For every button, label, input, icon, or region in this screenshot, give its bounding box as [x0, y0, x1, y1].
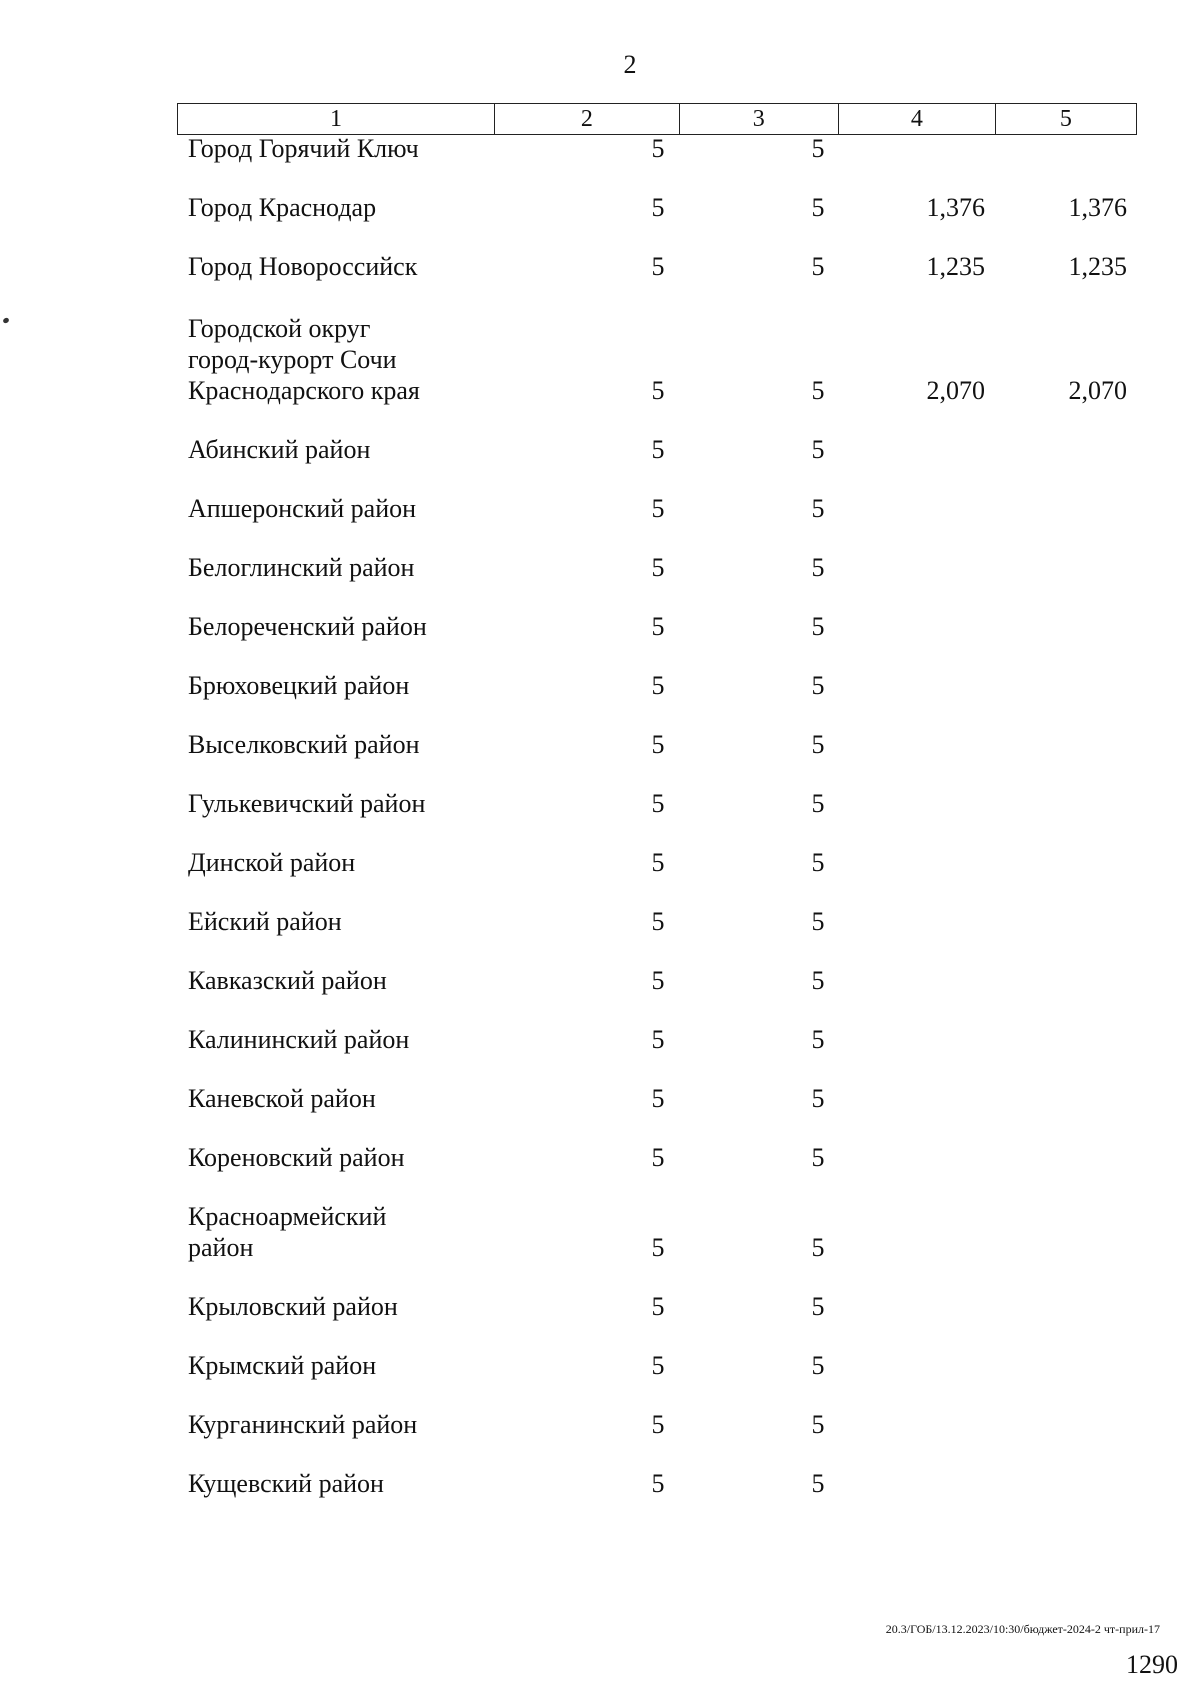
- row-col-5: 1,235: [1068, 252, 1127, 281]
- table-row: [0, 406, 1200, 465]
- row-col-3: 5: [811, 848, 825, 877]
- row-col-2: 5: [651, 134, 665, 163]
- table-row: [0, 1114, 1200, 1173]
- row-name: Город Краснодар: [188, 193, 377, 222]
- row-name: Белореченский район: [188, 612, 427, 641]
- row-name: Гулькевичский район: [188, 789, 426, 818]
- column-header-2: 2: [494, 104, 679, 135]
- sheet-number: 1290: [1126, 1650, 1178, 1679]
- row-name: Белоглинский район: [188, 553, 415, 582]
- table-row: [0, 583, 1200, 642]
- table-row: [0, 134, 1200, 164]
- row-col-3: 5: [811, 494, 825, 523]
- row-col-2: 5: [651, 848, 665, 877]
- table-row: [0, 701, 1200, 760]
- row-name: Апшеронский район: [188, 494, 417, 523]
- row-col-2: 5: [651, 612, 665, 641]
- row-name: Каневской район: [188, 1084, 376, 1113]
- table-row: [0, 996, 1200, 1055]
- row-name: Калининский район: [188, 1025, 410, 1054]
- row-col-3: 5: [811, 612, 825, 641]
- row-col-2: 5: [651, 907, 665, 936]
- row-col-2: 5: [651, 1025, 665, 1054]
- row-col-3: 5: [811, 1084, 825, 1113]
- row-col-4: 1,235: [926, 252, 985, 281]
- row-col-2: 5: [651, 553, 665, 582]
- row-col-3: 5: [811, 671, 825, 700]
- table-row: [0, 223, 1200, 282]
- row-name: Ейский район: [188, 907, 342, 936]
- row-col-2: 5: [651, 1410, 665, 1439]
- table-row: [0, 760, 1200, 819]
- row-col-3: 5: [811, 1469, 825, 1498]
- table-row: [0, 1322, 1200, 1381]
- row-col-3: 5: [811, 435, 825, 464]
- row-col-3: 5: [811, 1351, 825, 1380]
- row-name: Городской округ город-курорт Сочи Краснодарского края: [188, 314, 420, 405]
- table-row: [0, 524, 1200, 583]
- row-col-3: 5: [811, 1292, 825, 1321]
- row-col-2: 5: [651, 1469, 665, 1498]
- table-row: [0, 1055, 1200, 1114]
- row-name: Город Горячий Ключ: [188, 134, 419, 163]
- row-name: Красноармейский район: [188, 1202, 387, 1262]
- row-col-2: 5: [651, 252, 665, 281]
- row-col-5: 1,376: [1068, 193, 1127, 222]
- row-col-3: 5: [811, 1143, 825, 1172]
- row-col-2: 5: [651, 966, 665, 995]
- row-name: Динской район: [188, 848, 356, 877]
- table-row: [0, 937, 1200, 996]
- column-header-5: 5: [995, 104, 1136, 135]
- table-row: [0, 164, 1200, 223]
- row-col-3: 5: [811, 252, 825, 281]
- row-col-2: 5: [651, 1084, 665, 1113]
- row-col-3: 5: [811, 376, 825, 405]
- row-col-2: 5: [651, 789, 665, 818]
- table-row: [0, 1263, 1200, 1322]
- table-row: [0, 642, 1200, 701]
- table-row: [0, 819, 1200, 878]
- table-row: [0, 465, 1200, 524]
- row-col-2: 5: [651, 1351, 665, 1380]
- column-header-4: 4: [838, 104, 995, 135]
- column-header-row: [178, 104, 1137, 135]
- row-col-4: 1,376: [926, 193, 985, 222]
- row-col-2: 5: [651, 730, 665, 759]
- row-col-2: 5: [651, 1233, 665, 1262]
- row-col-2: 5: [651, 671, 665, 700]
- row-name: Курганинский район: [188, 1410, 418, 1439]
- row-col-2: 5: [651, 193, 665, 222]
- row-name: Кавказский район: [188, 966, 387, 995]
- row-col-3: 5: [811, 789, 825, 818]
- row-col-3: 5: [811, 193, 825, 222]
- row-col-3: 5: [811, 134, 825, 163]
- row-name: Крыловский район: [188, 1292, 398, 1321]
- row-name: Брюховецкий район: [188, 671, 410, 700]
- column-header-3: 3: [679, 104, 838, 135]
- row-name: Город Новороссийск: [188, 252, 418, 281]
- row-col-3: 5: [811, 1233, 825, 1262]
- row-col-2: 5: [651, 1292, 665, 1321]
- row-name: Выселковский район: [188, 730, 420, 759]
- table-row: [0, 1381, 1200, 1440]
- row-name: Кущевский район: [188, 1469, 384, 1498]
- row-col-3: 5: [811, 966, 825, 995]
- row-col-3: 5: [811, 1025, 825, 1054]
- row-col-5: 2,070: [1068, 376, 1127, 405]
- table-row: [0, 282, 1200, 406]
- row-col-3: 5: [811, 730, 825, 759]
- table-row: [0, 1173, 1200, 1263]
- row-col-4: 2,070: [926, 376, 985, 405]
- table-row: [0, 1440, 1200, 1499]
- row-col-2: 5: [651, 435, 665, 464]
- row-name: Крымский район: [188, 1351, 377, 1380]
- document-code: 20.3/ГОБ/13.12.2023/10:30/бюджет-2024-2 чт-прил-17: [885, 1622, 1160, 1636]
- column-header-1: 1: [178, 104, 495, 135]
- column-header-table: [177, 103, 1137, 135]
- row-name: Абинский район: [188, 435, 371, 464]
- row-col-3: 5: [811, 553, 825, 582]
- table-body: [0, 134, 1200, 1499]
- table-row: [0, 878, 1200, 937]
- page-number: 2: [623, 50, 637, 79]
- row-col-2: 5: [651, 376, 665, 405]
- row-col-2: 5: [651, 1143, 665, 1172]
- row-col-2: 5: [651, 494, 665, 523]
- row-name: Кореновский район: [188, 1143, 405, 1172]
- row-col-3: 5: [811, 907, 825, 936]
- row-col-3: 5: [811, 1410, 825, 1439]
